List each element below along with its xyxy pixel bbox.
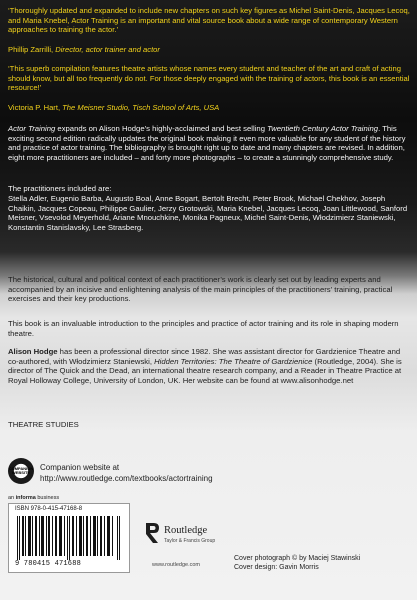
quote-author-role: Director, actor trainer and actor [55, 45, 160, 54]
photo-credit: Cover photograph © by Maciej Stawinski [234, 555, 361, 562]
practitioners-list: Stella Adler, Eugenio Barba, Augusto Boal, Anne Bogart, Bertolt Brecht, Peter Brook, Michael Chekhov, Joseph Chaikin, Jacques Copeau, Philippe Gaulier, Jerzy Grotowski, Maria Knebel, Jacques Lecoq, Joan Littlewood, Sanford Meisner, Vsevolod Meyerhold, Ariane Mnouchkine, Monika Pagneux, Michel Saint-Denis, Włodzimierz Staniewski, Konstantin Stanislavsky, Lee Strasberg. [8, 194, 408, 233]
author-bio-text-continued: (Routledge, 2004). She is director of The Quick and the Dead, an international theatre research company, and a Reader in Theatre Practice at Royal Holloway College, University of London, UK. Her website can be found at www.alisonhodge.net [8, 356, 402, 386]
quote-zarrilli-attribution [8, 45, 412, 55]
context-paragraph: The historical, cultural and political context of each practitioner’s work is clearly set out by leading experts and accompanied by an incisive and enlightening analysis of the main principles of the practitioners’ training, practical exercises and their key productions. [8, 275, 393, 304]
publisher-name: Routledge [164, 525, 208, 536]
quote-author: Victoria P. Hart, [8, 103, 63, 112]
author-bio-text: has been a professional director since 1982. She was assistant director for Gardzienice Theatre and co-authored, with Włodzimierz Staniewski, [8, 347, 401, 366]
barcode-icon [17, 516, 121, 560]
design-credit: Cover design: Gavin Morris [234, 564, 319, 571]
author-book-title: Hidden Territories: The Theatre of Gardzienice [154, 356, 313, 366]
informa-suffix: business [35, 495, 60, 501]
category-label: THEATRE STUDIES [8, 420, 79, 429]
companion-label: Companion website at [40, 463, 120, 472]
quote-author-role: The Meisner Studio, Tisch School of Arts, USA [62, 103, 220, 112]
routledge-logo-icon [144, 522, 160, 544]
description-text: expands on Alison Hodge’s highly-acclaimed and best selling [55, 124, 268, 133]
practitioners-intro: The practitioners included are: [8, 184, 112, 193]
companion-logo-text: COMPANION WEBSITE [8, 466, 34, 475]
barcode-digits: 9 780415 471688 [15, 560, 82, 568]
quote-hart-attribution [8, 103, 412, 113]
isbn-label: ISBN 978-0-415-47168-8 [15, 506, 83, 512]
author-bio [8, 347, 412, 386]
companion-url-link[interactable]: http://www.routledge.com/textbooks/actortraining [40, 474, 213, 483]
previous-book-title: Twentieth Century Actor Training [267, 124, 379, 133]
informa-prefix: an [8, 495, 16, 501]
quote-author: Phillip Zarrilli, [8, 45, 56, 54]
book-title: Actor Training [8, 124, 56, 133]
book-description [8, 124, 412, 163]
quote-hart: ‘This superb compilation features theatre artists whose names every student and teacher of the art and craft of acting should know, but all too frequently do not. For those deeply engaged with the training of actors, this book is an essential resource!’ [8, 64, 410, 93]
intro-paragraph: This book is an invaluable introduction to the principles and practice of actor training and its role in shaping modern theatre. [8, 319, 399, 338]
publisher-url[interactable]: www.routledge.com [152, 562, 200, 568]
publisher-group: Taylor & Francis Group [164, 538, 216, 544]
barcode-panel [8, 503, 130, 573]
informa-brand: informa [15, 495, 36, 501]
quote-zarrilli: ‘Thoroughly updated and expanded to include new chapters on such key figures as Michel Saint-Denis, Jacques Lecoq, and Maria Knebel, Actor Training is an important and vital source book about a wide range of contemporary Western approaches to training the actor.’ [8, 6, 410, 35]
author-name: Alison Hodge [8, 347, 58, 356]
informa-business-label [8, 495, 59, 501]
companion-website-logo [8, 458, 34, 484]
description-text-continued: . This exciting second edition radically updates the original book making it even more valuable for any student of the history and practice of actor training. The bibliography is brought right up to date and many chapters are revised. In addition, eight more practitioners are included – and forty more photographs – to create a stunningly comprehensive study. [8, 124, 406, 163]
